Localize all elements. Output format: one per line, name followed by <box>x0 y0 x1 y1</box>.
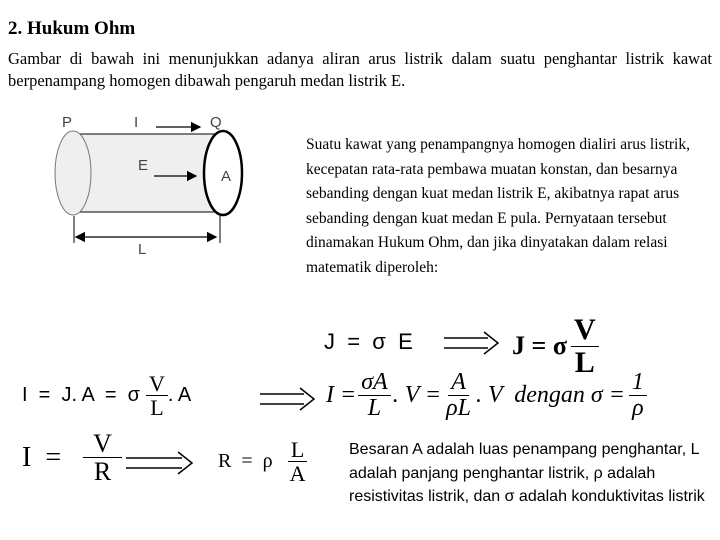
eq5-denominator: A <box>289 461 306 487</box>
eq2-fraction <box>146 372 168 419</box>
implies-arrow-3 <box>124 450 194 476</box>
eq3-tail: . V dengan σ = <box>475 382 625 409</box>
eq2-numerator: V <box>146 372 168 396</box>
conductor-diagram <box>40 108 250 268</box>
implies-arrow-1 <box>442 330 500 356</box>
eq2-lhs: I = J. A = σ <box>22 384 140 407</box>
eq5-lhs: R = ρ <box>218 450 273 473</box>
eq3-denominator-2: ρL <box>446 395 471 422</box>
eq1-lhs: J = σ <box>512 331 567 360</box>
implies-arrow-2 <box>258 386 316 412</box>
eq1-numerator: V <box>571 314 599 347</box>
ohm-law-paragraph: Suatu kawat yang penampangnya homogen dialiri arus listrik, kecepatan rata-rata pembawa muatan konstan, dan besarnya sebanding dengan kuat medan listrik E, akibatnya rapat arus sebanding dengan kuat medan E pula. Pernyataan tersebut dinamakan Hukum Ohm, dan jika dinyatakan dalam relasi matematik diperoleh: <box>306 136 690 276</box>
eq3-fraction-1 <box>358 370 391 421</box>
equation-current-density: J = σ E <box>324 329 413 354</box>
eq2-denominator: L <box>150 395 164 421</box>
equation-resistance <box>218 438 309 485</box>
eq3-fraction-3 <box>629 370 647 421</box>
eq4-denominator: R <box>93 457 112 487</box>
eq5-fraction <box>287 438 309 485</box>
label-e: E <box>138 157 149 174</box>
eq3-mid: . V = <box>392 382 442 409</box>
eq4-fraction <box>83 430 122 486</box>
label-p: P <box>62 114 73 131</box>
eq2-tail: . A <box>167 384 192 407</box>
label-q: Q <box>210 114 222 131</box>
label-l: L <box>138 241 147 258</box>
eq3-fraction-2 <box>443 370 474 421</box>
eq3-lhs: I = <box>326 382 357 409</box>
intro-paragraph: Gambar di bawah ini menunjukkan adanya aliran arus listrik dalam suatu penghantar listrik kawat berpenampang homogen dibawah pengaruh medan listrik E. <box>8 49 712 90</box>
eq3-numerator-3: 1 <box>629 370 647 396</box>
eq3-denominator-1: L <box>367 395 382 422</box>
eq4-lhs: I = <box>22 441 62 473</box>
eq3-numerator-2: A <box>448 370 469 396</box>
eq3-denominator-3: ρ <box>632 395 644 422</box>
eq1-fraction <box>571 314 599 378</box>
eq3-numerator-1: σA <box>358 370 391 396</box>
label-a: A <box>221 168 232 185</box>
equation-current-expanded <box>326 370 647 421</box>
eq4-numerator: V <box>83 430 122 458</box>
cross-section-p <box>55 131 91 215</box>
eq1-denominator: L <box>574 345 595 379</box>
equation-j-sigma-v-over-l <box>512 314 599 378</box>
equation-current <box>22 372 191 419</box>
eq5-numerator: L <box>288 438 307 462</box>
label-i: I <box>134 114 139 131</box>
equation-ohm-law <box>22 430 122 486</box>
variable-description: Besaran A adalah luas penampang penghantar, L adalah panjang penghantar listrik, ρ adalah resistivitas listrik, dan σ adalah konduktivitas listrik <box>349 441 705 505</box>
section-title: 2. Hukum Ohm <box>8 18 136 39</box>
